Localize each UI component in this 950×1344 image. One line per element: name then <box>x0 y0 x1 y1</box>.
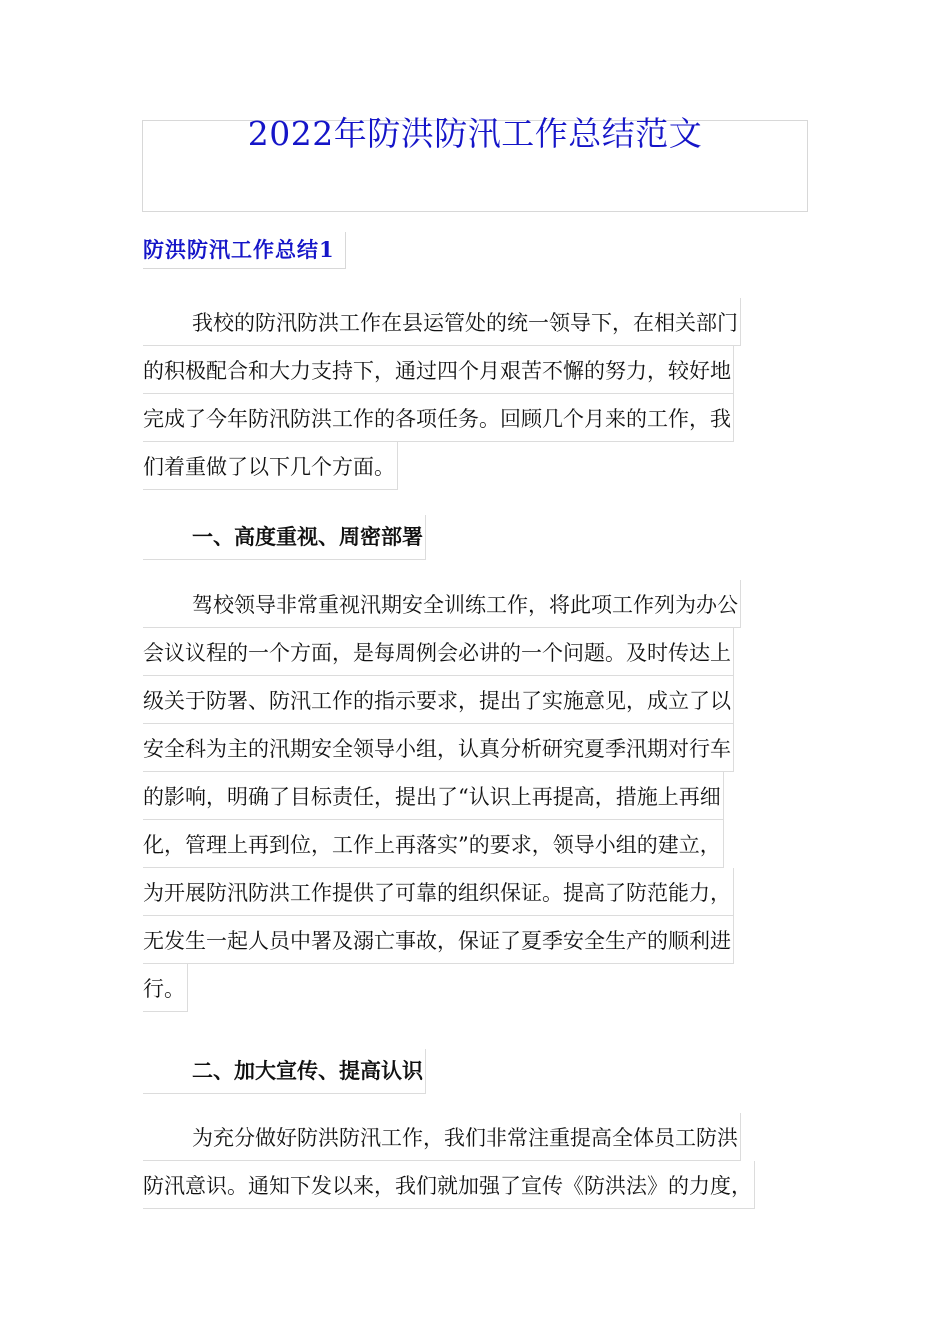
section-subtitle: 防洪防汛工作总结1 <box>143 232 346 269</box>
paragraph-line: 我校的防汛防洪工作在县运管处的统一领导下，在相关部门 <box>143 298 741 346</box>
paragraph-line: 行。 <box>143 964 188 1012</box>
section-heading-1: 一、高度重视、周密部署 <box>143 515 426 560</box>
paragraph-1 <box>143 298 807 490</box>
paragraph-line: 级关于防署、防汛工作的指示要求，提出了实施意见，成立了以 <box>143 676 734 724</box>
paragraph-line: 无发生一起人员中署及溺亡事故，保证了夏季安全生产的顺利进 <box>143 916 734 964</box>
paragraph-line: 会议议程的一个方面，是每周例会必讲的一个问题。及时传达上 <box>143 628 734 676</box>
paragraph-line: 们着重做了以下几个方面。 <box>143 442 398 490</box>
paragraph-line: 完成了今年防汛防洪工作的各项任务。回顾几个月来的工作，我 <box>143 394 734 442</box>
paragraph-2 <box>143 580 807 1012</box>
paragraph-line: 为开展防汛防洪工作提供了可靠的组织保证。提高了防范能力， <box>143 868 734 916</box>
paragraph-line: 化，管理上再到位，工作上再落实”的要求，领导小组的建立， <box>143 820 724 868</box>
section-heading-2: 二、加大宣传、提高认识 <box>143 1049 426 1094</box>
paragraph-line: 防汛意识。通知下发以来，我们就加强了宣传《防洪法》的力度， <box>143 1161 755 1209</box>
paragraph-line: 的影响，明确了目标责任，提出了“认识上再提高，措施上再细 <box>143 772 724 820</box>
paragraph-line: 安全科为主的汛期安全领导小组，认真分析研究夏季汛期对行车 <box>143 724 734 772</box>
paragraph-3 <box>143 1113 807 1209</box>
paragraph-line: 为充分做好防洪防汛工作，我们非常注重提高全体员工防洪 <box>143 1113 741 1161</box>
paragraph-line: 驾校领导非常重视汛期安全训练工作，将此项工作列为办公 <box>143 580 741 628</box>
paragraph-line: 的积极配合和大力支持下，通过四个月艰苦不懈的努力，较好地 <box>143 346 734 394</box>
document-title: 2022年防洪防汛工作总结范文 <box>247 114 703 153</box>
